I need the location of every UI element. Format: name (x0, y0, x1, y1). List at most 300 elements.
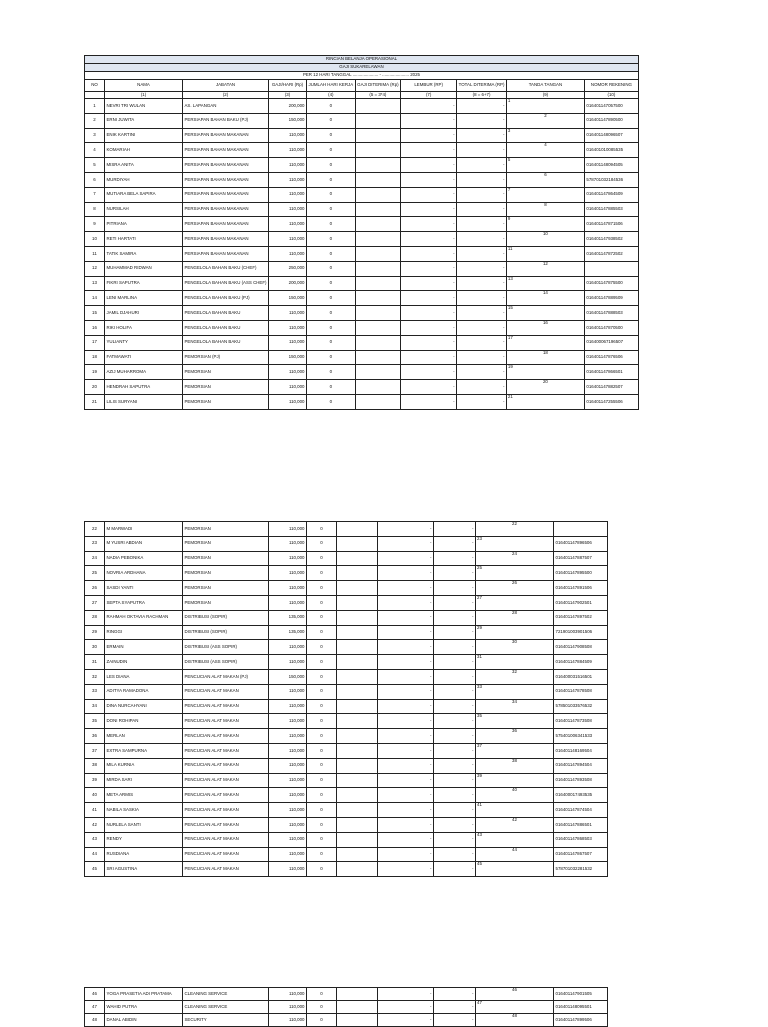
cell-no: 18 (85, 350, 105, 365)
cell-rekening (584, 261, 638, 276)
cell-rekening: 016401147878508 (554, 684, 608, 699)
signature-number: 13 (507, 276, 513, 281)
cell-lembur: - (378, 536, 434, 551)
cell-total: - (434, 1001, 476, 1014)
column-index-row (85, 92, 639, 99)
cell-tanda-tangan (506, 365, 584, 380)
signature-number: 47 (477, 1000, 482, 1005)
cell-total: - (434, 803, 476, 818)
cell-total: - (434, 522, 476, 537)
cell-nama: M YUSRI ABDIAN (105, 536, 183, 551)
cell-jabatan: PENCUCIAN ALAT MAKAN (183, 788, 269, 803)
col-header-gaji: GAJI/HARI (Rp) (269, 80, 307, 92)
cell-rekening: 016401147893508 (554, 773, 608, 788)
col-index-rekening: (10) (584, 92, 638, 99)
cell-nama: ERMAIN (105, 640, 183, 655)
cell-gaji: 110,000 (269, 158, 307, 173)
cell-total: - (457, 99, 507, 114)
salary-table (84, 521, 608, 877)
cell-jabatan: PEMORSIAN (183, 551, 269, 566)
signature-number: 15 (507, 305, 513, 311)
cell-gaji-diterima (355, 320, 400, 335)
cell-lembur: - (378, 773, 434, 788)
cell-gaji: 110,000 (269, 655, 307, 670)
cell-jabatan: CLEANING SERVICE (183, 988, 269, 1001)
cell-lembur: - (378, 699, 434, 714)
cell-lembur: - (401, 202, 457, 217)
cell-gaji-diterima (355, 246, 400, 261)
cell-gaji: 110,000 (269, 232, 307, 247)
cell-rekening: 575401006341533 (554, 729, 608, 744)
cell-no: 31 (85, 655, 105, 670)
cell-tanda-tangan (476, 566, 554, 581)
cell-lembur: - (378, 832, 434, 847)
cell-gaji: 110,000 (269, 551, 307, 566)
table-row (85, 610, 608, 625)
signature-number: 38 (512, 758, 517, 763)
signature-number: 9 (507, 216, 511, 222)
cell-rekening: 016401147888503 (584, 306, 638, 321)
cell-lembur: - (401, 172, 457, 187)
cell-no: 23 (85, 536, 105, 551)
cell-lembur: - (378, 625, 434, 640)
cell-tanda-tangan (476, 862, 554, 877)
cell-total: - (434, 566, 476, 581)
signature-number: 8 (544, 202, 547, 207)
table-row (85, 335, 639, 350)
cell-gaji-diterima (355, 335, 400, 350)
cell-tanda-tangan (506, 202, 584, 217)
cell-jumlah-hari: 0 (307, 610, 337, 625)
cell-gaji: 110,000 (269, 758, 307, 773)
cell-nama: NOVRIA ARDHANA (105, 566, 183, 581)
cell-lembur: - (378, 610, 434, 625)
cell-jumlah-hari: 0 (307, 394, 356, 409)
cell-no: 4 (85, 143, 105, 158)
cell-gaji-diterima (337, 803, 378, 818)
cell-rekening: 016401147866501 (584, 365, 638, 380)
cell-jumlah-hari: 0 (307, 669, 337, 684)
table-row (85, 261, 639, 276)
cell-total: - (434, 817, 476, 832)
cell-nama: NURSILAH (105, 202, 183, 217)
cell-no: 12 (85, 261, 105, 276)
cell-gaji: 110,000 (269, 335, 307, 350)
cell-gaji-diterima (337, 847, 378, 862)
table-row (85, 847, 608, 862)
cell-total: - (434, 758, 476, 773)
cell-gaji-diterima (355, 217, 400, 232)
cell-rekening: 016401147896506 (554, 536, 608, 551)
cell-tanda-tangan (506, 143, 584, 158)
cell-nama: SRI AGUSTINA (105, 862, 183, 877)
cell-nama: RETI HARTATI (105, 232, 183, 247)
cell-jabatan: PERSIAPAN BAHAN MAKANAN (183, 158, 269, 173)
cell-gaji: 110,000 (269, 128, 307, 143)
cell-nama: RUSDIANA (105, 847, 183, 862)
cell-jabatan: CLEANING SERVICE (183, 1001, 269, 1014)
cell-gaji-diterima (337, 817, 378, 832)
table-row (85, 625, 608, 640)
cell-total: - (434, 669, 476, 684)
cell-lembur: - (401, 320, 457, 335)
cell-jabatan: PENCUCIAN ALAT MAKAN (183, 773, 269, 788)
cell-lembur: - (378, 714, 434, 729)
cell-gaji-diterima (337, 729, 378, 744)
cell-nama: MIRDA SARI (105, 773, 183, 788)
cell-lembur: - (401, 380, 457, 395)
cell-tanda-tangan (506, 232, 584, 247)
cell-no: 7 (85, 187, 105, 202)
cell-gaji: 110,000 (269, 988, 307, 1001)
cell-lembur: - (378, 551, 434, 566)
cell-lembur: - (401, 128, 457, 143)
cell-jumlah-hari: 0 (307, 158, 356, 173)
cell-jumlah-hari: 0 (307, 803, 337, 818)
col-header-jumlah-hari: JUMLAH HARI KERJA (307, 80, 356, 92)
cell-no: 2 (85, 113, 105, 128)
table-row (85, 158, 639, 173)
signature-number: 25 (477, 565, 482, 571)
table-row (85, 202, 639, 217)
col-index-gaji: (3) (269, 92, 307, 99)
signature-number: 46 (512, 987, 517, 992)
cell-gaji: 110,000 (269, 1014, 307, 1027)
signature-number: 2 (544, 113, 547, 118)
signature-number: 6 (544, 172, 547, 177)
cell-jabatan: PENCUCIAN ALAT MAKAN (183, 758, 269, 773)
cell-rekening: 016401147889509 (584, 291, 638, 306)
cell-jumlah-hari: 0 (307, 988, 337, 1001)
cell-rekening: 016401147901505 (554, 988, 608, 1001)
cell-rekening: 016401148095501 (554, 1001, 608, 1014)
cell-jabatan: PERSIAPAN BAHAN MAKANAN (183, 143, 269, 158)
cell-total: - (434, 1014, 476, 1027)
cell-jumlah-hari: 0 (307, 320, 356, 335)
col-index-jabatan: (2) (183, 92, 269, 99)
cell-total: - (457, 158, 507, 173)
table-row (85, 655, 608, 670)
cell-tanda-tangan (476, 581, 554, 596)
table-row (85, 1001, 608, 1014)
title-row-2 (85, 64, 639, 72)
cell-lembur: - (378, 655, 434, 670)
cell-tanda-tangan (476, 595, 554, 610)
cell-tanda-tangan (476, 832, 554, 847)
cell-rekening: 016401147895500 (554, 566, 608, 581)
cell-no: 27 (85, 595, 105, 610)
cell-nama: MISRA ANITA (105, 158, 183, 173)
cell-rekening: 016401147902501 (554, 595, 608, 610)
cell-jabatan: PENCUCIAN ALAT MAKAN (183, 847, 269, 862)
column-header-row (85, 80, 639, 92)
cell-no: 6 (85, 172, 105, 187)
cell-tanda-tangan (506, 380, 584, 395)
cell-jumlah-hari: 0 (307, 172, 356, 187)
cell-rekening: 016401147884509 (554, 655, 608, 670)
cell-lembur: - (401, 261, 457, 276)
cell-no: 48 (85, 1014, 105, 1027)
signature-number: 10 (542, 231, 548, 237)
table-row (85, 276, 639, 291)
signature-number: 43 (477, 832, 482, 837)
cell-nama: FIKRI SAPUTRA (105, 276, 183, 291)
cell-gaji-diterima (355, 128, 400, 143)
cell-tanda-tangan (476, 773, 554, 788)
cell-jumlah-hari: 0 (307, 143, 356, 158)
cell-lembur: - (378, 1001, 434, 1014)
cell-gaji: 110,000 (269, 729, 307, 744)
cell-jabatan: PEMORSIAN (183, 522, 269, 537)
signature-number: 39 (477, 773, 482, 778)
cell-no: 19 (85, 365, 105, 380)
cell-no: 14 (85, 291, 105, 306)
cell-gaji-diterima (355, 276, 400, 291)
cell-no: 16 (85, 320, 105, 335)
table-row (85, 803, 608, 818)
cell-rekening: 016401147938502 (584, 232, 638, 247)
signature-number: 3 (507, 128, 511, 133)
cell-total: - (434, 699, 476, 714)
salary-table (84, 55, 639, 410)
cell-no: 30 (85, 640, 105, 655)
cell-gaji: 110,000 (269, 380, 307, 395)
cell-lembur: - (378, 640, 434, 655)
table-row (85, 640, 608, 655)
cell-tanda-tangan (506, 128, 584, 143)
cell-jabatan: PENCUCIAN ALAT MAKAN (183, 862, 269, 877)
table-row (85, 291, 639, 306)
cell-gaji-diterima (337, 610, 378, 625)
cell-no: 43 (85, 832, 105, 847)
cell-jumlah-hari: 0 (307, 1014, 337, 1027)
table-row (85, 669, 608, 684)
cell-jabatan: PERSIAPAN BAHAN MAKANAN (183, 187, 269, 202)
cell-total: - (457, 276, 507, 291)
col-header-no: NO (85, 80, 105, 92)
cell-nama: SASDI YANTI (105, 581, 183, 596)
cell-nama: ERNI JUWITA (105, 113, 183, 128)
cell-jumlah-hari: 0 (307, 335, 356, 350)
cell-nama: NADIA PEBONIKA (105, 551, 183, 566)
table-row (85, 758, 608, 773)
cell-gaji-diterima (337, 595, 378, 610)
col-index-tanda-tangan: (9) (506, 92, 584, 99)
signature-number: 5 (507, 157, 511, 163)
cell-total: - (457, 187, 507, 202)
signature-number: 22 (512, 521, 517, 526)
cell-lembur: - (378, 988, 434, 1001)
cell-tanda-tangan (476, 714, 554, 729)
cell-gaji: 110,000 (269, 217, 307, 232)
cell-total: - (457, 172, 507, 187)
signature-number: 31 (477, 654, 482, 660)
cell-rekening: 016400031516501 (554, 669, 608, 684)
cell-jabatan: PENCUCIAN ALAT MAKAN (PJ) (183, 669, 269, 684)
cell-gaji: 110,000 (269, 788, 307, 803)
cell-nama: MURDIYAH (105, 172, 183, 187)
cell-tanda-tangan (506, 335, 584, 350)
table-row (85, 306, 639, 321)
cell-total: - (434, 862, 476, 877)
cell-jumlah-hari: 0 (307, 365, 356, 380)
cell-gaji-diterima (355, 291, 400, 306)
cell-tanda-tangan (476, 536, 554, 551)
cell-gaji: 200,000 (269, 276, 307, 291)
cell-jumlah-hari: 0 (307, 595, 337, 610)
cell-lembur: - (378, 817, 434, 832)
cell-gaji-diterima (355, 350, 400, 365)
cell-no: 33 (85, 684, 105, 699)
cell-rekening: 016401147871506 (584, 217, 638, 232)
cell-tanda-tangan (476, 669, 554, 684)
cell-nama: LES DIANA (105, 669, 183, 684)
cell-jabatan: PERSIAPAN BAHAN MAKANAN (183, 246, 269, 261)
cell-rekening: 016401147887507 (554, 551, 608, 566)
cell-lembur: - (401, 350, 457, 365)
cell-gaji-diterima (337, 640, 378, 655)
cell-gaji: 110,000 (269, 394, 307, 409)
col-header-rekening: NOMOR REKENING (584, 80, 638, 92)
cell-tanda-tangan (506, 320, 584, 335)
cell-nama: RINGGI (105, 625, 183, 640)
cell-gaji: 110,000 (269, 187, 307, 202)
cell-total: - (457, 202, 507, 217)
cell-nama: MERLAN (105, 729, 183, 744)
signature-number: 45 (477, 861, 482, 867)
cell-gaji-diterima (337, 566, 378, 581)
sheet-section-1 (84, 55, 639, 410)
cell-no: 34 (85, 699, 105, 714)
col-index-lembur: (7) (401, 92, 457, 99)
title-row-1 (85, 56, 639, 64)
cell-nama: PITRIANA (105, 217, 183, 232)
cell-rekening: 016401147875500 (584, 276, 638, 291)
cell-jumlah-hari: 0 (307, 640, 337, 655)
signature-number: 14 (542, 290, 548, 296)
cell-total: - (434, 581, 476, 596)
cell-tanda-tangan (506, 217, 584, 232)
cell-gaji: 150,000 (269, 350, 307, 365)
cell-total: - (457, 350, 507, 365)
cell-lembur: - (401, 291, 457, 306)
cell-jumlah-hari: 0 (307, 128, 356, 143)
cell-tanda-tangan (476, 803, 554, 818)
col-header-jabatan: JABATAN (183, 80, 269, 92)
table-row (85, 394, 639, 409)
signature-number: 11 (507, 246, 513, 251)
signature-number: 1 (507, 98, 511, 103)
cell-jumlah-hari: 0 (307, 99, 356, 114)
cell-nama: META ARMIS (105, 788, 183, 803)
cell-gaji-diterima (355, 202, 400, 217)
cell-rekening: 016401147894504 (554, 758, 608, 773)
table-row (85, 536, 608, 551)
cell-no: 11 (85, 246, 105, 261)
cell-nama: DINA NURCAHYANI (105, 699, 183, 714)
cell-jumlah-hari: 0 (307, 729, 337, 744)
cell-no: 28 (85, 610, 105, 625)
signature-number: 18 (542, 350, 548, 355)
cell-rekening: 016401147885503 (584, 202, 638, 217)
cell-tanda-tangan (476, 1014, 554, 1027)
cell-jabatan: PEMORSIAN (PJ) (183, 350, 269, 365)
cell-gaji-diterima (355, 158, 400, 173)
cell-lembur: - (401, 232, 457, 247)
cell-gaji-diterima (355, 365, 400, 380)
cell-nama: TATIK SAMIRA (105, 246, 183, 261)
cell-total: - (434, 655, 476, 670)
cell-lembur: - (378, 758, 434, 773)
cell-total: - (457, 394, 507, 409)
cell-tanda-tangan (476, 817, 554, 832)
cell-gaji: 135,000 (269, 610, 307, 625)
cell-gaji: 110,000 (269, 581, 307, 596)
cell-tanda-tangan (506, 99, 584, 114)
cell-jumlah-hari: 0 (307, 684, 337, 699)
cell-jumlah-hari: 0 (307, 699, 337, 714)
cell-jumlah-hari: 0 (307, 536, 337, 551)
cell-jabatan: PENCUCIAN ALAT MAKAN (183, 729, 269, 744)
table-row (85, 365, 639, 380)
cell-jumlah-hari: 0 (307, 1001, 337, 1014)
cell-no: 9 (85, 217, 105, 232)
cell-jumlah-hari: 0 (307, 832, 337, 847)
table-row (85, 729, 608, 744)
cell-nama: YOGA PRASETIA ADI PRATAMA (105, 988, 183, 1001)
cell-jumlah-hari: 0 (307, 261, 356, 276)
signature-number: 12 (542, 261, 548, 266)
cell-total: - (457, 320, 507, 335)
cell-rekening: 578501033576532 (554, 699, 608, 714)
cell-jabatan: PEMORSIAN (183, 380, 269, 395)
cell-rekening: 016401147057500 (584, 99, 638, 114)
cell-gaji-diterima (355, 232, 400, 247)
cell-total: - (457, 380, 507, 395)
cell-gaji: 110,000 (269, 714, 307, 729)
table-row (85, 988, 608, 1001)
table-row (85, 817, 608, 832)
cell-rekening: 016401147899506 (554, 1014, 608, 1027)
cell-gaji-diterima (355, 187, 400, 202)
cell-jabatan: PERSIAPAN BAHAN MAKANAN (183, 217, 269, 232)
cell-total: - (457, 113, 507, 128)
cell-rekening: 016401147864509 (584, 187, 638, 202)
cell-jabatan: PEMORSIAN (183, 595, 269, 610)
cell-tanda-tangan (476, 655, 554, 670)
col-index-jumlah-hari: (4) (307, 92, 356, 99)
cell-rekening: 016401148169504 (554, 743, 608, 758)
cell-tanda-tangan (476, 699, 554, 714)
cell-total: - (457, 261, 507, 276)
cell-rekening: 016401148096507 (584, 128, 638, 143)
cell-rekening: 721901003901506 (554, 625, 608, 640)
table-row (85, 773, 608, 788)
cell-jumlah-hari: 0 (307, 246, 356, 261)
table-row (85, 246, 639, 261)
cell-gaji: 110,000 (269, 773, 307, 788)
cell-rekening: 016401148094505 (584, 158, 638, 173)
cell-nama: DONI ROHIPAN (105, 714, 183, 729)
cell-gaji: 135,000 (269, 625, 307, 640)
signature-number: 7 (507, 187, 511, 192)
signature-number: 27 (477, 595, 482, 600)
cell-jumlah-hari: 0 (307, 566, 337, 581)
cell-gaji: 250,000 (269, 261, 307, 276)
cell-jabatan: DISTRIBUSI (SOPIR) (183, 610, 269, 625)
cell-jabatan: PEMORSIAN (183, 566, 269, 581)
signature-number: 40 (512, 787, 517, 793)
